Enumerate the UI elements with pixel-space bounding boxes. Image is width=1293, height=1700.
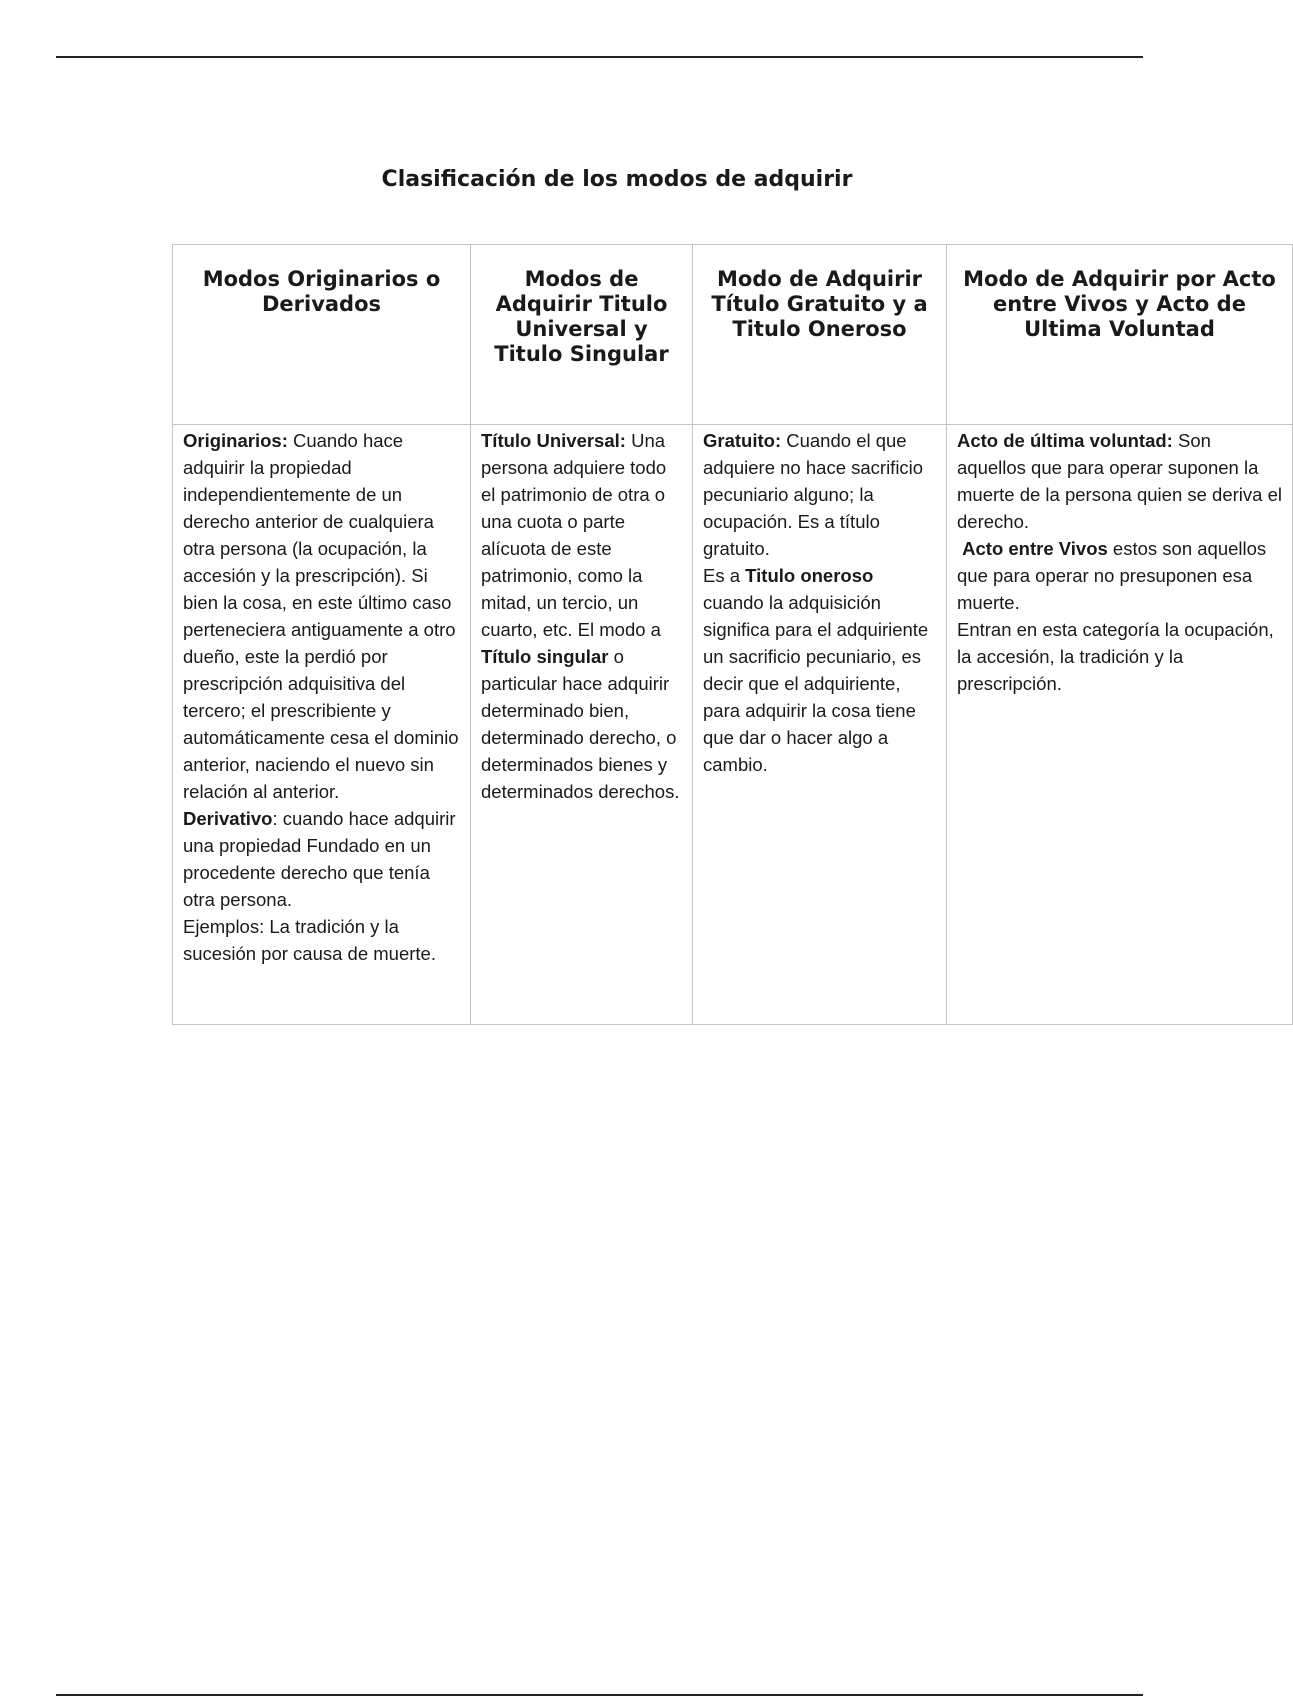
text-singular: o particular hace adquirir determinado bien, determinado derecho, o determinados bienes y determinados derechos.	[481, 646, 680, 802]
top-rule	[56, 56, 1143, 58]
document-title: Clasificación de los modos de adquirir	[381, 167, 853, 192]
text-derivativo: : cuando hace adquirir una propiedad Fundado en un procedente derecho que tenía otra persona.	[183, 808, 456, 910]
table-container	[172, 244, 1282, 1026]
cell-originarios-derivados	[173, 425, 471, 1025]
cell-vivos-ultima-voluntad	[947, 425, 1293, 1025]
header-originarios-derivados: Modos Originarios o Derivados	[173, 245, 471, 425]
prefix-oneroso: Es a	[703, 565, 746, 586]
text-originarios: Cuando hace adquirir la propiedad independientemente de un derecho anterior de cualquiera otra persona (la ocupación, la accesión y la prescripción). Si bien la cosa, en este último caso perteneciera antiguamente a otro dueño, este la perdió por prescripción adquisitiva del tercero; el prescribiente y automáticamente cesa el dominio anterior, naciendo el nuevo sin relación al anterior.	[183, 430, 459, 802]
paragraph-ultima-voluntad	[957, 427, 1282, 535]
text-ultima-voluntad: Son aquellos que para operar suponen la muerte de la persona quien se deriva el derecho.	[957, 430, 1282, 532]
paragraph-ejemplos: Ejemplos: La tradición y la sucesión por causa de muerte.	[183, 916, 436, 964]
paragraph-universal-singular	[481, 427, 682, 805]
table-row	[173, 425, 1293, 1025]
paragraph-originarios	[183, 427, 460, 805]
label-originarios: Originarios:	[183, 430, 288, 451]
text-universal: Una persona adquiere todo el patrimonio de otra o una cuota o parte alícuota de este patrimonio, como la mitad, un tercio, un cuarto, etc. El modo a	[481, 430, 667, 640]
label-gratuito: Gratuito:	[703, 430, 782, 451]
cell-titulo-universal-singular	[471, 425, 693, 1025]
label-entre-vivos: Acto entre Vivos	[962, 538, 1108, 559]
paragraph-derivativo	[183, 805, 460, 913]
classification-table	[172, 244, 1293, 1025]
paragraph-entre-vivos	[957, 535, 1282, 616]
cell-gratuito-oneroso	[693, 425, 947, 1025]
table-header-row	[173, 245, 1293, 425]
label-derivativo: Derivativo	[183, 808, 273, 829]
paragraph-oneroso	[703, 562, 936, 778]
header-gratuito-oneroso: Modo de Adquirir Título Gratuito y a Titulo Oneroso	[693, 245, 947, 425]
label-singular: Título singular	[481, 646, 609, 667]
header-vivos-ultima-voluntad: Modo de Adquirir por Acto entre Vivos y Acto de Ultima Voluntad	[947, 245, 1293, 425]
header-titulo-universal-singular: Modos de Adquirir Titulo Universal y Titulo Singular	[471, 245, 693, 425]
paragraph-categoria: Entran en esta categoría la ocupación, la accesión, la tradición y la prescripción.	[957, 619, 1274, 694]
label-ultima-voluntad: Acto de última voluntad:	[957, 430, 1173, 451]
text-gratuito: Cuando el que adquiere no hace sacrificio pecuniario alguno; la ocupación. Es a título gratuito.	[703, 430, 924, 559]
label-oneroso: Titulo oneroso	[745, 565, 874, 586]
paragraph-gratuito	[703, 427, 936, 562]
text-entre-vivos: estos son aquellos que para operar no presuponen esa muerte.	[957, 538, 1267, 613]
bottom-rule	[56, 1694, 1143, 1696]
text-oneroso: cuando la adquisición significa para el adquiriente un sacrificio pecuniario, es decir que el adquiriente, para adquirir la cosa tiene que dar o hacer algo a cambio.	[703, 592, 929, 775]
label-universal: Título Universal:	[481, 430, 626, 451]
